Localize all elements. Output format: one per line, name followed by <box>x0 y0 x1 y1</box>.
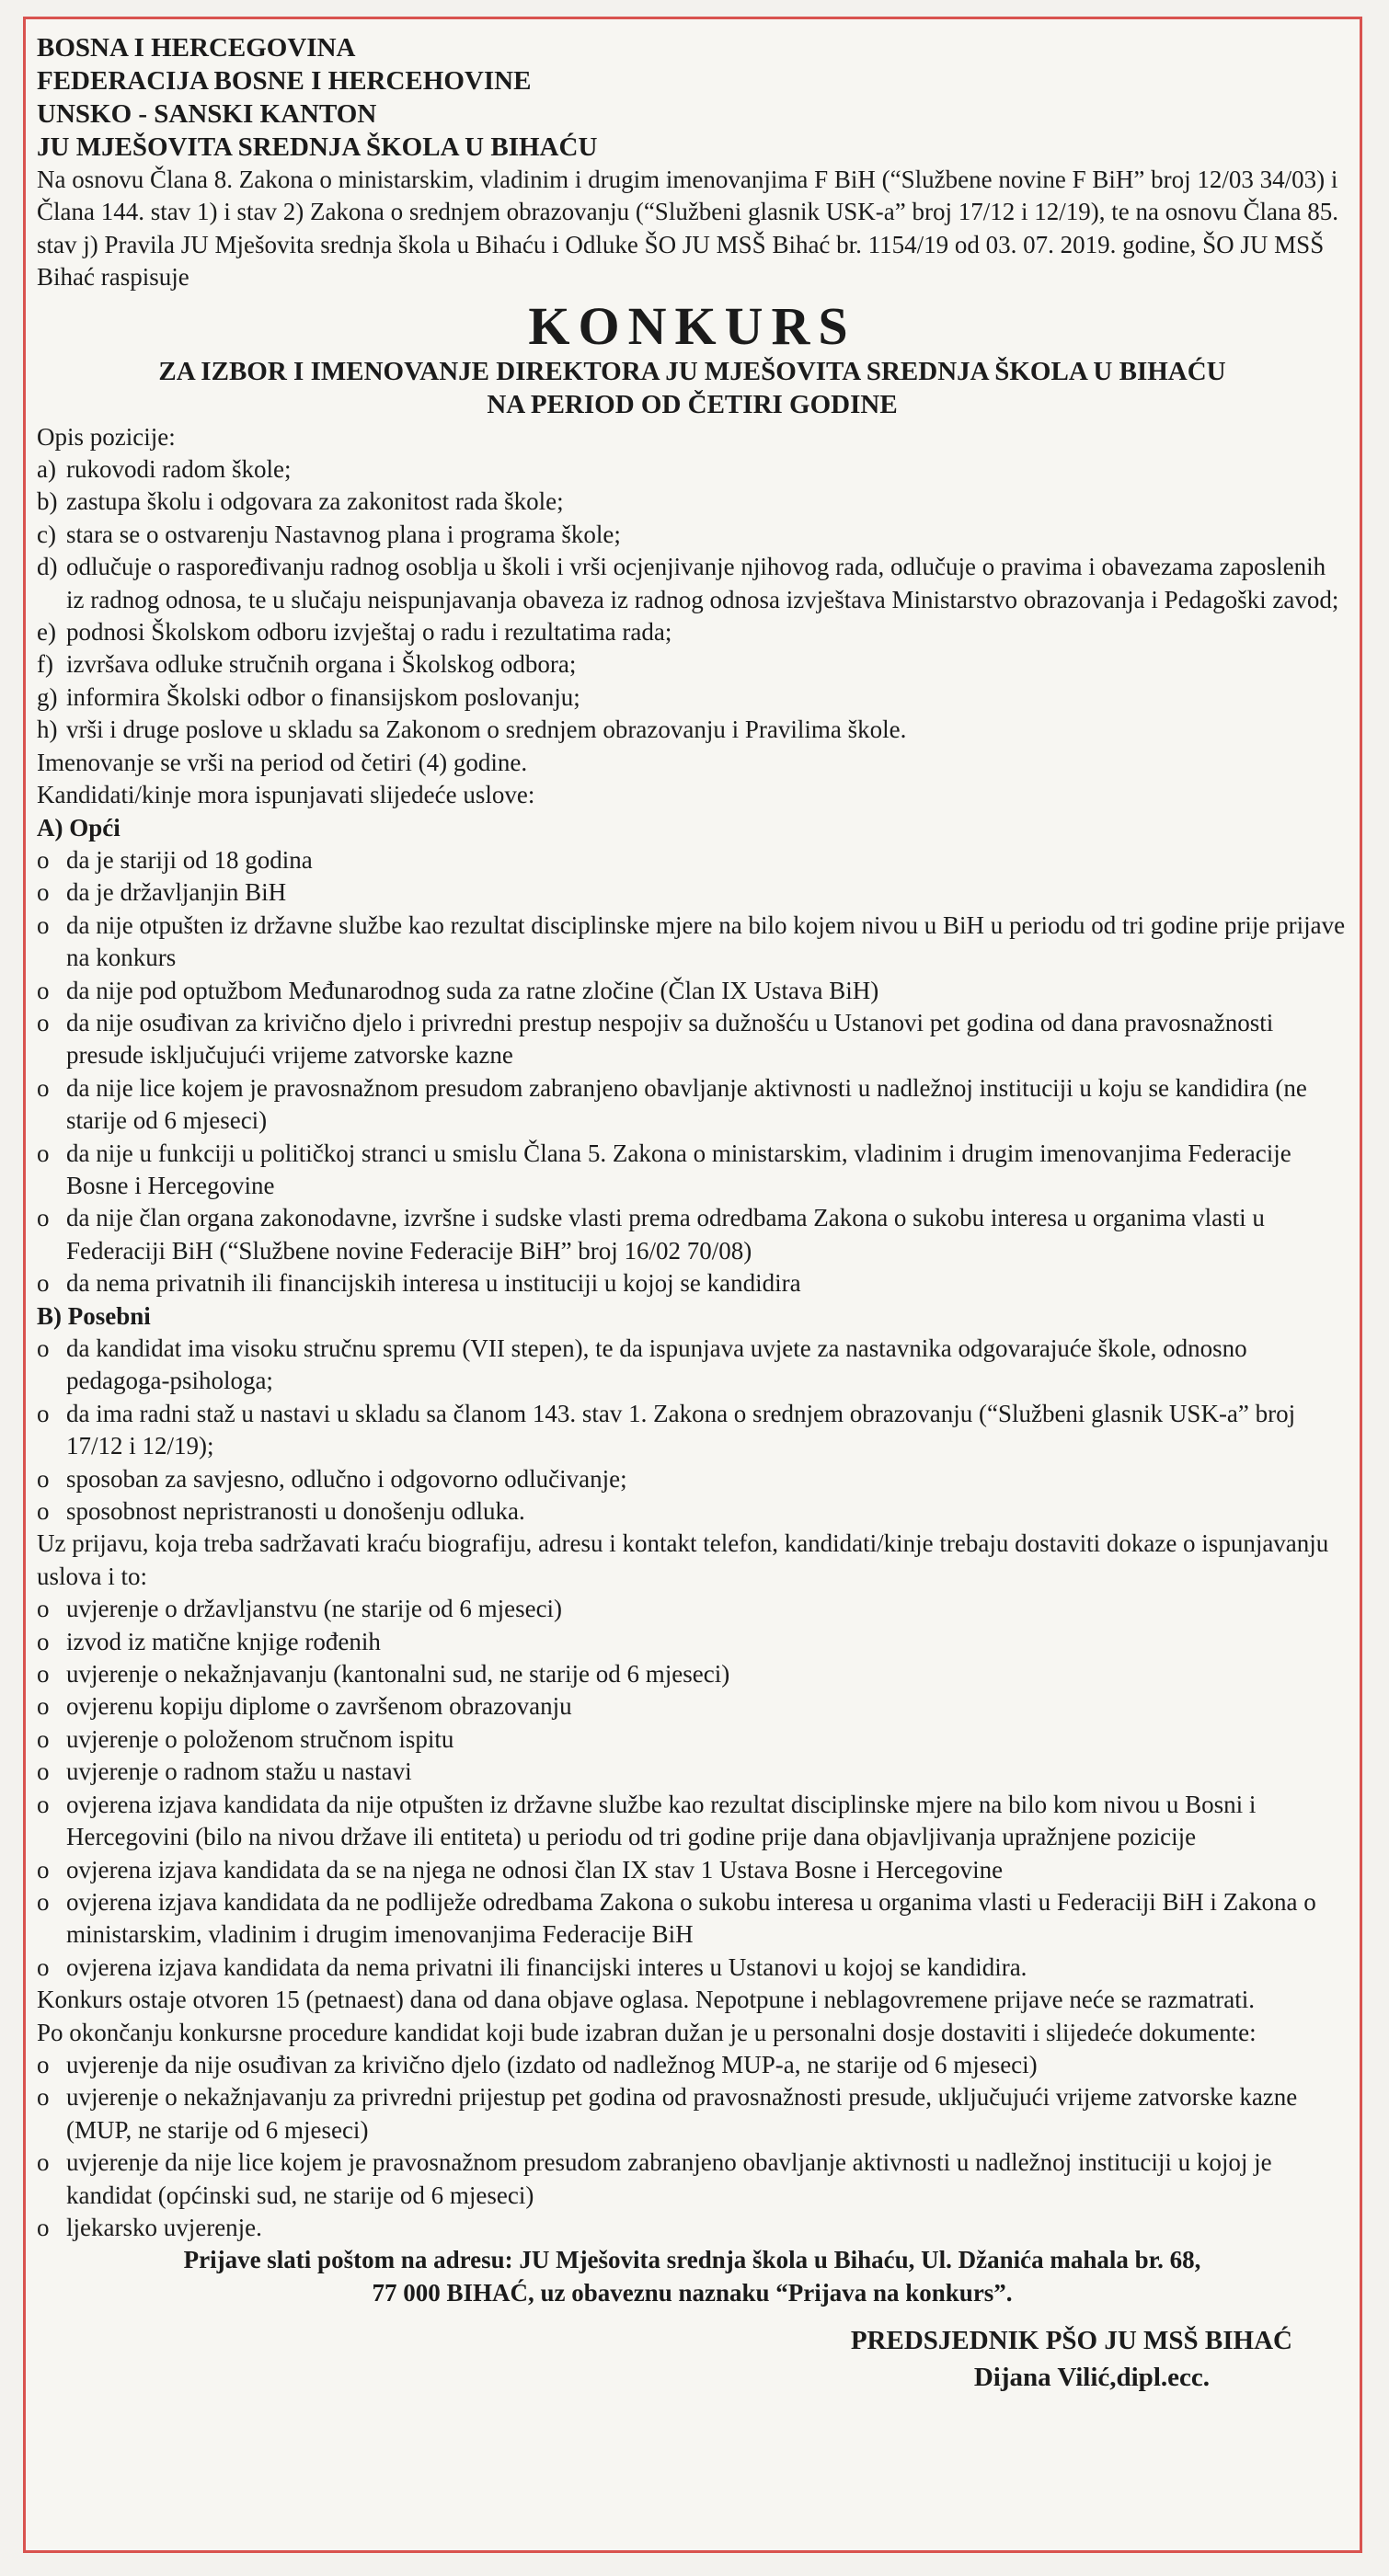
list-item-text: da ima radni staž u nastavi u skladu sa članom 143. stav 1. Zakona o srednjem obrazovanju (“Službeni glasnik USK-a” broj 17/12 i 12/19); <box>66 1399 1296 1460</box>
list-item <box>37 1690 1348 1723</box>
list-item <box>37 1138 1348 1203</box>
list-item <box>37 1886 1348 1952</box>
list-item-text: da nije pod optužbom Međunarodnog suda za ratne zločine (Član IX Ustava BiH) <box>66 976 879 1004</box>
list-item-text: uvjerenje da nije lice kojem je pravosnažnom presudom zabranjeno obavljanje aktivnosti u nadležnoj instituciji u kojoj je kandidat (općinski sud, ne starije od 6 mjeseci) <box>66 2148 1272 2209</box>
list-item-text: da nije osuđivan za krivično djelo i privredni prestup nespojiv sa dužnošću u Ustanovi pet godina od dana pravosnažnosti presude isključujući vrijeme zatvorske kazne <box>66 1008 1274 1070</box>
signature-name: Dijana Vilić,dipl.ecc. <box>973 2363 1210 2393</box>
okoncanje-list <box>37 2049 1348 2244</box>
opis-list <box>37 453 1348 747</box>
list-item <box>37 2049 1348 2081</box>
list-item-text: sposobnost nepristranosti u donošenju odluka. <box>66 1497 525 1526</box>
list-item-letter: d) <box>37 553 58 581</box>
list-item <box>37 1756 1348 1788</box>
list-item-text: sposoban za savjesno, odlučno i odgovorno odlučivanje; <box>66 1464 627 1493</box>
list-item <box>37 910 1348 975</box>
list-item-text: vrši i druge poslove u skladu sa Zakonom o srednjem obrazovanju i Pravilima škole. <box>66 716 907 744</box>
list-item <box>37 975 1348 1007</box>
header-school: JU MJEŠOVITA SREDNJA ŠKOLA U BIHAĆU <box>37 132 598 162</box>
list-item-letter: a) <box>37 455 56 484</box>
list-item <box>37 1593 1348 1625</box>
list-item-text: da nema privatnih ili financijskih interesa u instituciji u kojoj se kandidira <box>66 1269 801 1298</box>
signature-title: PREDSJEDNIK PŠO JU MSŠ BIHAĆ <box>850 2326 1292 2356</box>
uslovi-intro: Kandidati/kinje mora ispunjavati slijedeće uslove: <box>37 781 535 809</box>
list-item-letter: c) <box>37 520 56 548</box>
list-item <box>37 2212 1348 2244</box>
adresa-line1: Prijave slati poštom na adresu: JU Mješovita srednja škola u Bihaću, Ul. Džanića mahala br. 68, <box>183 2246 1201 2274</box>
list-item <box>37 2147 1348 2212</box>
list-item <box>37 714 1348 746</box>
list-item-text: informira Školski odbor o finansijskom poslovanju; <box>66 682 580 711</box>
list-item-text: ovjerena izjava kandidata da ne podliježe odredbama Zakona o sukobu interesa u organima vlasti u Federaciji BiH i Zakona o ministarskim, vladinim i drugim imenovanjima Federacije BiH <box>66 1887 1316 1949</box>
list-item <box>37 1202 1348 1267</box>
list-item-text: da nije otpušten iz državne službe kao rezultat disciplinske mjere na bilo kojem nivou u BiH u periodu od tri godine prije prijave na konkurs <box>66 910 1346 972</box>
list-item-text: ovjerena izjava kandidata da nema privatni ili financijski interes u Ustanovi u kojoj se kandidira. <box>66 1952 1027 1981</box>
opis-heading: Opis pozicije: <box>37 422 176 451</box>
list-item <box>37 551 1348 616</box>
imenovanje-text: Imenovanje se vrši na period od četiri (4) godine. <box>37 748 528 776</box>
header-canton: UNSKO - SANSKI KANTON <box>37 99 377 129</box>
list-item-text: da nije u funkciji u političkoj stranci u smislu Člana 5. Zakona o ministarskim, vladinim i drugim imenovanjima Federacije Bosne i Hercegovine <box>66 1139 1291 1199</box>
prijava-intro: Uz prijavu, koja treba sadržavati kraću biografiju, adresu i kontakt telefon, kandidati/kinje trebaju dostaviti dokaze o ispunjavanju uslova i to: <box>37 1529 1329 1590</box>
list-item <box>37 616 1348 648</box>
notice-content <box>37 31 1348 2396</box>
list-item-text: da je stariji od 18 godina <box>66 845 313 874</box>
list-item <box>37 1723 1348 1756</box>
list-item-text: uvjerenje o nekažnjavanju (kantonalni sud, ne starije od 6 mjeseci) <box>66 1660 730 1689</box>
list-item-text: zastupa školu i odgovara za zakonitost rada škole; <box>66 487 564 516</box>
list-item <box>37 1789 1348 1854</box>
list-item-text: izvod iz matične knjige rođenih <box>66 1627 381 1655</box>
list-item <box>37 844 1348 876</box>
list-item <box>37 453 1348 486</box>
list-item <box>37 1463 1348 1495</box>
subtitle-line2: NA PERIOD OD ČETIRI GODINE <box>487 389 898 419</box>
list-item <box>37 2081 1348 2147</box>
list-item-letter: e) <box>37 618 56 647</box>
list-item <box>37 1333 1348 1398</box>
list-item-text: uvjerenje o državljanstvu (ne starije od 6 mjeseci) <box>66 1595 563 1623</box>
list-item <box>37 1072 1348 1138</box>
adresa-line2: 77 000 BIHAĆ, uz obaveznu naznaku “Prijava na konkurs”. <box>372 2278 1013 2307</box>
list-item-text: odlučuje o raspoređivanju radnog osoblja u školi i vrši ocjenjivanje njihovog rada, odlučuje o pravima i obavezama zaposlenih iz radnog odnosa, te u slučaju neispunjavanja obaveza iz radnog odnosa izvještava Ministarstvo obrazovanja i Pedagoški zavod; <box>66 553 1339 613</box>
list-item <box>37 1952 1348 1984</box>
list-item-letter: h) <box>37 716 58 744</box>
intro-paragraph: Na osnovu Člana 8. Zakona o ministarskim, vladinim i drugim imenovanjima F BiH (“Službene novine F BiH” broj 12/03 34/03) i Člana 144. stav 1) i stav 2) Zakona o srednjem obrazovanju (“Službeni glasnik USK-a” broj 17/12 i 12/19), te na osnovu Člana 85. stav j) Pravila JU Mješovita srednja škola u Bihaću i Odluke ŠO JU MSŠ Bihać br. 1154/19 od 03. 07. 2019. godine, ŠO JU MSŠ Bihać raspisuje <box>37 166 1338 292</box>
list-item-text: stara se o ostvarenju Nastavnog plana i programa škole; <box>66 520 621 548</box>
list-item-letter: f) <box>37 650 53 679</box>
okoncanje-intro: Po okončanju konkursne procedure kandidat koji bude izabran dužan je u personalni dosje dostaviti i slijedeće dokumente: <box>37 2018 1257 2046</box>
list-item <box>37 1626 1348 1658</box>
header-country: BOSNA I HERCEGOVINA <box>37 33 356 63</box>
list-item <box>37 648 1348 681</box>
list-item-letter: b) <box>37 487 58 516</box>
list-item <box>37 486 1348 518</box>
list-item-text: da nije član organa zakonodavne, izvršne i sudske vlasti prema odredbama Zakona o sukobu interesa u organima vlasti u Federaciji BiH (“Službene novine Federacije BiH” broj 16/02 70/08) <box>66 1204 1265 1265</box>
list-item <box>37 1267 1348 1299</box>
list-item-letter: g) <box>37 682 58 711</box>
posebni-heading: B) Posebni <box>37 1301 151 1330</box>
posebni-list <box>37 1333 1348 1528</box>
konkurs-otvoren: Konkurs ostaje otvoren 15 (petnaest) dana od dana objave oglasa. Nepotpune i neblagovremene prijave neće se razmatrati. <box>37 1986 1255 2014</box>
list-item <box>37 681 1348 714</box>
list-item-text: ovjerenu kopiju diplome o završenom obrazovanju <box>66 1692 572 1721</box>
list-item-text: ovjerena izjava kandidata da nije otpušten iz državne službe kao rezultat disciplinske mjere na bilo kom nivou u Bosni i Hercegovini (bilo na nivou države ili entiteta) u periodu od tri godine prije dana objavljivanja upražnjene pozicije <box>66 1790 1257 1851</box>
list-item <box>37 876 1348 909</box>
list-item-text: uvjerenje da nije osuđivan za krivično djelo (izdato od nadležnog MUP-a, ne starije od 6 mjeseci) <box>66 2050 1038 2078</box>
list-item-text: izvršava odluke stručnih organa i Školskog odbora; <box>66 650 577 679</box>
list-item-text: ovjerena izjava kandidata da se na njega ne odnosi član IX stav 1 Ustava Bosne i Hercegovine <box>66 1855 1004 1883</box>
page-title: KONKURS <box>528 295 856 356</box>
list-item-text: uvjerenje o nekažnjavanju za privredni prijestup pet godina od pravosnažnosti presude, uključujući vrijeme zatvorske kazne (MUP, ne starije od 6 mjeseci) <box>66 2083 1298 2144</box>
dokazi-list <box>37 1593 1348 1984</box>
list-item-text: podnosi Školskom odboru izvještaj o radu i rezultatima rada; <box>66 618 672 647</box>
list-item <box>37 1398 1348 1463</box>
list-item <box>37 1854 1348 1886</box>
list-item <box>37 1007 1348 1072</box>
list-item-text: da je državljanjin BiH <box>66 878 287 907</box>
header-federation: FEDERACIJA BOSNE I HERCEHOVINE <box>37 66 532 96</box>
list-item <box>37 1495 1348 1528</box>
list-item-text: ljekarsko uvjerenje. <box>66 2213 262 2241</box>
list-item-text: uvjerenje o radnom stažu u nastavi <box>66 1757 412 1786</box>
opci-heading: A) Opći <box>37 813 121 841</box>
list-item-text: uvjerenje o položenom stručnom ispitu <box>66 1724 454 1753</box>
list-item-text: da kandidat ima visoku stručnu spremu (VII stepen), te da ispunjava uvjete za nastavnika odgovarajuće škole, odnosno pedagoga-psihologa; <box>66 1334 1247 1395</box>
list-item <box>37 1658 1348 1690</box>
list-item <box>37 519 1348 551</box>
list-item-text: da nije lice kojem je pravosnažnom presudom zabranjeno obavljanje aktivnosti u nadležnoj instituciji u koju se kandidira (ne starije od 6 mjeseci) <box>66 1073 1307 1135</box>
subtitle-line1: ZA IZBOR I IMENOVANJE DIREKTORA JU MJEŠOVITA SREDNJA ŠKOLA U BIHAĆU <box>158 356 1226 386</box>
opci-list <box>37 844 1348 1300</box>
list-item-text: rukovodi radom škole; <box>66 455 292 484</box>
